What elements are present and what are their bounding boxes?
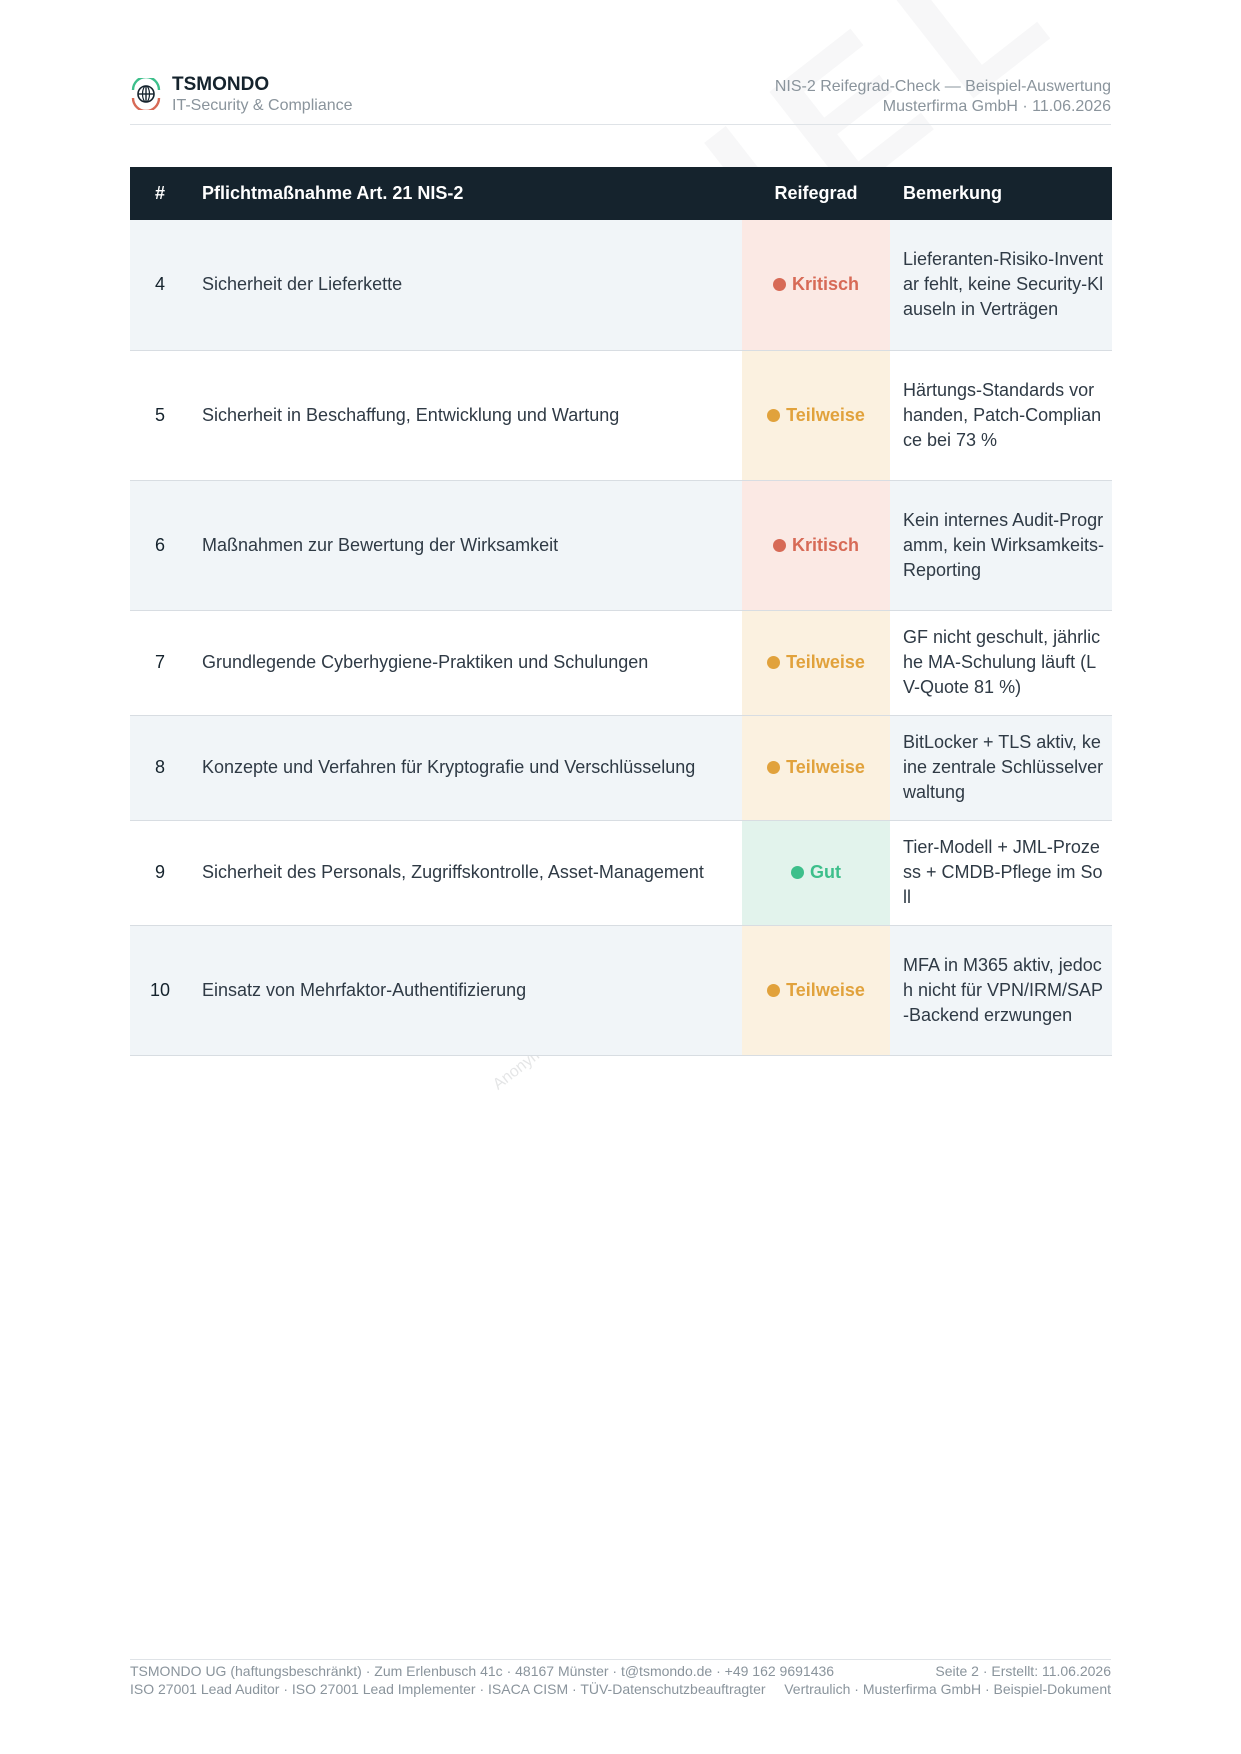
rating-badge: [742, 610, 890, 715]
row-number: 8: [130, 715, 190, 820]
rating-badge: [742, 715, 890, 820]
logo-globe-icon: [130, 78, 162, 110]
document-title: NIS-2 Reifegrad-Check — Beispiel-Auswertung: [774, 78, 1111, 95]
status-dot-icon: [767, 761, 780, 774]
row-measure: Maßnahmen zur Bewertung der Wirksamkeit: [190, 480, 742, 610]
rating-label: Teilweise: [786, 979, 865, 1000]
document-subtitle: Musterfirma GmbH · 11.06.2026: [882, 98, 1111, 115]
status-dot-icon: [767, 984, 780, 997]
measures-table: [130, 167, 1112, 1056]
rating-badge: [742, 350, 890, 480]
row-number: 6: [130, 480, 190, 610]
row-measure: Konzepte und Verfahren für Kryptografie und Verschlüsselung: [190, 715, 742, 820]
row-number: 10: [130, 925, 190, 1055]
rating-label: Kritisch: [791, 534, 860, 555]
rating-label: Teilweise: [786, 404, 865, 425]
column-header-measure: Pflichtmaßnahme Art. 21 NIS-2: [190, 167, 742, 220]
brand: [172, 74, 353, 116]
row-remark: Lieferanten-Risiko-Inventar fehlt, keine Security-Klauseln in Verträgen: [890, 220, 1112, 350]
row-remark: Kein internes Audit-Programm, kein Wirksamkeits-Reporting: [890, 480, 1112, 610]
rating-label: Kritisch: [791, 274, 860, 295]
row-measure: Grundlegende Cyberhygiene-Praktiken und Schulungen: [190, 610, 742, 715]
document-meta: [775, 77, 1111, 117]
table-row: [130, 480, 1112, 610]
footer-confidentiality: Vertraulich · Musterfirma GmbH · Beispiel-Dokument: [784, 1681, 1111, 1697]
table-row: [130, 220, 1112, 350]
page-header: [130, 74, 1111, 125]
brand-name: TSMONDO: [172, 74, 270, 95]
row-remark: MFA in M365 aktiv, jedoch nicht für VPN/IRM/SAP-Backend erzwungen: [890, 925, 1112, 1055]
table-header-row: [130, 167, 1112, 220]
table-row: [130, 610, 1112, 715]
table-row: [130, 925, 1112, 1055]
status-dot-icon: [773, 539, 786, 552]
column-header-remark: Bemerkung: [890, 167, 1112, 220]
footer-page-number: Seite 2 · Erstellt: 11.06.2026: [935, 1663, 1111, 1679]
row-measure: Sicherheit in Beschaffung, Entwicklung und Wartung: [190, 350, 742, 480]
rating-label: Teilweise: [786, 652, 865, 672]
rating-badge: [742, 820, 890, 925]
status-dot-icon: [773, 278, 786, 291]
page-footer: [130, 1659, 1111, 1700]
row-measure: Sicherheit der Lieferkette: [190, 220, 742, 350]
footer-certifications: ISO 27001 Lead Auditor · ISO 27001 Lead Implementer · ISACA CISM · TÜV-Datenschutzbeauftragter: [130, 1681, 766, 1697]
column-header-rating: Reifegrad: [742, 167, 890, 220]
column-header-number: #: [130, 167, 190, 220]
row-number: 4: [130, 220, 190, 350]
rating-label: Teilweise: [786, 757, 865, 777]
row-number: 7: [130, 610, 190, 715]
row-measure: Einsatz von Mehrfaktor-Authentifizierung: [190, 925, 742, 1055]
rating-label: Gut: [810, 862, 841, 882]
table-row: [130, 350, 1112, 480]
watermark-subtext: Anonymisiert: [490, 1023, 574, 1094]
row-number: 9: [130, 820, 190, 925]
row-remark: Tier-Modell + JML-Prozess + CMDB-Pflege im Soll: [890, 820, 1112, 925]
status-dot-icon: [767, 656, 780, 669]
footer-company-info: [130, 1662, 834, 1698]
table-row: [130, 715, 1112, 820]
row-measure: Sicherheit des Personals, Zugriffskontrolle, Asset-Management: [190, 820, 742, 925]
table-row: [130, 820, 1112, 925]
row-remark: BitLocker + TLS aktiv, keine zentrale Schlüsselverwaltung: [890, 715, 1112, 820]
rating-badge: [742, 220, 890, 350]
rating-badge: [742, 925, 890, 1055]
brand-tagline: IT-Security & Compliance: [172, 97, 353, 114]
status-dot-icon: [791, 866, 804, 879]
row-remark: Härtungs-Standards vorhanden, Patch-Compliance bei 73 %: [890, 350, 1112, 480]
footer-address: TSMONDO UG (haftungsbeschränkt) · Zum Erlenbusch 41c · 48167 Münster · t@tsmondo.de · +49 162 9691436: [130, 1663, 835, 1679]
footer-page-info: [784, 1662, 1111, 1698]
row-remark: GF nicht geschult, jährliche MA-Schulung läuft (LV-Quote 81 %): [890, 610, 1112, 715]
status-dot-icon: [767, 409, 780, 422]
rating-badge: [742, 480, 890, 610]
row-number: 5: [130, 350, 190, 480]
